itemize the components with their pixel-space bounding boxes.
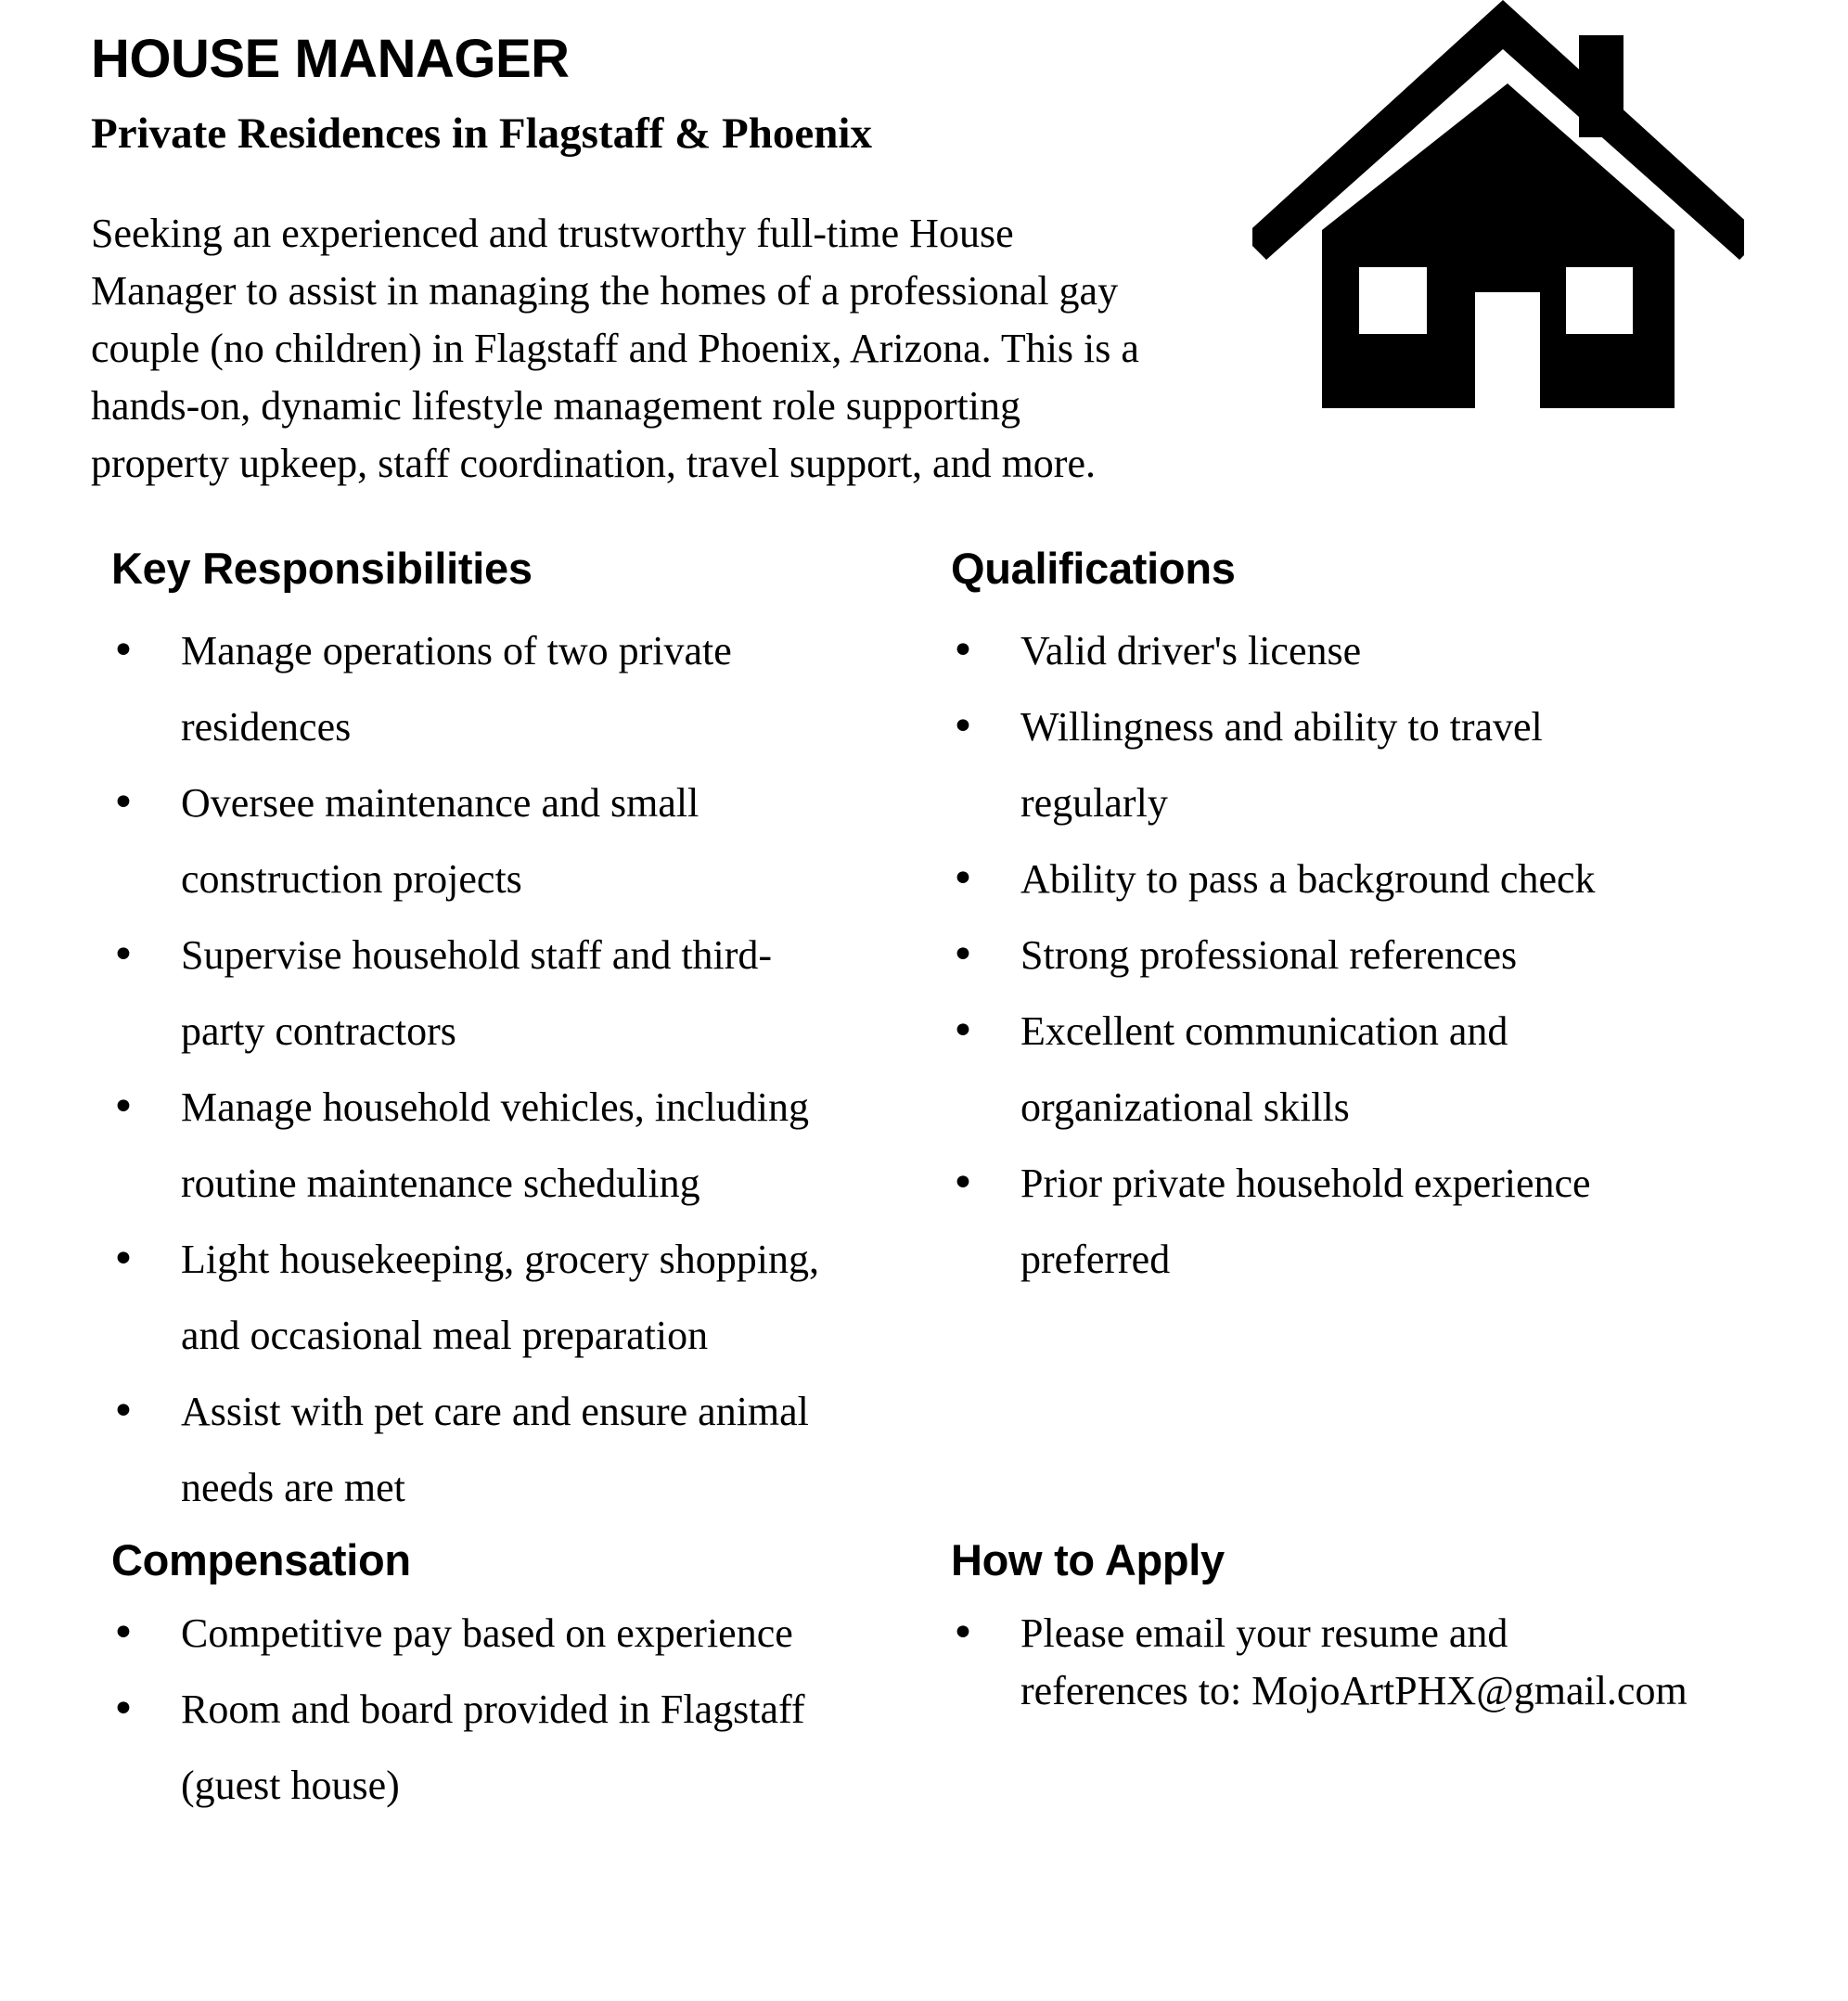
- list-item: [951, 841, 1786, 917]
- bullet-icon: •: [951, 931, 975, 979]
- list-item-text: Ability to pass a background check: [1020, 856, 1596, 902]
- list-item-text: Competitive pay based on experience: [181, 1610, 793, 1656]
- list-item: [111, 613, 909, 765]
- list-item: [951, 689, 1786, 841]
- list-item-text: Light housekeeping, grocery shopping, and occasional meal preparation: [181, 1237, 819, 1358]
- list-item: [111, 1596, 909, 1672]
- bullet-icon: •: [951, 703, 975, 750]
- bullet-icon: •: [111, 1388, 135, 1435]
- responsibilities-heading: Key Responsibilities: [111, 544, 533, 593]
- house-icon: [1252, 0, 1744, 413]
- bullet-icon: •: [111, 931, 135, 979]
- compensation-list: [111, 1596, 909, 1824]
- page-title: HOUSE MANAGER: [91, 29, 570, 89]
- bullet-icon: •: [111, 1236, 135, 1283]
- list-item: [951, 994, 1786, 1146]
- bullet-icon: •: [111, 1084, 135, 1131]
- list-item-text: Supervise household staff and third- party contractors: [181, 932, 773, 1054]
- bullet-icon: •: [111, 779, 135, 827]
- qualifications-section: [951, 541, 1786, 1298]
- list-item: [951, 613, 1786, 689]
- bullet-icon: •: [951, 1160, 975, 1207]
- compensation-section: [111, 1533, 909, 1824]
- bullet-icon: •: [111, 627, 135, 674]
- page-subtitle: Private Residences in Flagstaff & Phoenix: [91, 109, 872, 158]
- bullet-icon: •: [951, 1610, 975, 1657]
- list-item: [111, 1374, 909, 1526]
- how-to-apply-heading: How to Apply: [951, 1535, 1225, 1584]
- list-item: [111, 917, 909, 1070]
- bullet-icon: •: [951, 1007, 975, 1055]
- list-item: [111, 765, 909, 917]
- qualifications-heading: Qualifications: [951, 544, 1236, 593]
- list-item-text: Oversee maintenance and small construction projects: [181, 780, 699, 902]
- how-to-apply-list: [951, 1596, 1804, 1720]
- bullet-icon: •: [951, 855, 975, 903]
- bullet-icon: •: [951, 627, 975, 674]
- list-item-text: Excellent communication and organizational skills: [1020, 1008, 1508, 1130]
- list-item: [951, 917, 1786, 994]
- bullet-icon: •: [111, 1686, 135, 1733]
- list-item-text: Manage operations of two private residences: [181, 628, 732, 750]
- qualifications-list: [951, 613, 1786, 1298]
- list-item-text: Strong professional references: [1020, 932, 1518, 978]
- list-item-text: Willingness and ability to travel regularly: [1020, 704, 1543, 826]
- apply-instructions-text: Please email your resume and references to: MojoArtPHX@gmail.com: [1020, 1610, 1688, 1713]
- compensation-heading: Compensation: [111, 1535, 411, 1584]
- list-item-text: Prior private household experience preferred: [1020, 1161, 1591, 1282]
- list-item-text: Room and board provided in Flagstaff (guest house): [181, 1687, 805, 1808]
- bullet-icon: •: [111, 1610, 135, 1657]
- list-item-text: Manage household vehicles, including routine maintenance scheduling: [181, 1084, 809, 1206]
- list-item-text: Assist with pet care and ensure animal needs are met: [181, 1389, 809, 1510]
- list-item: [111, 1222, 909, 1374]
- list-item: [951, 1146, 1786, 1298]
- list-item-text: Valid driver's license: [1020, 628, 1362, 673]
- how-to-apply-section: [951, 1533, 1804, 1720]
- intro-paragraph: Seeking an experienced and trustworthy full-time House Manager to assist in managing the homes of a professional gay couple (no children) in Flagstaff and Phoenix, Arizona. This is a hands-on, dynamic lifestyle management role supporting property upkeep, staff coordination, travel support, and more.: [91, 211, 1139, 486]
- list-item: [111, 1672, 909, 1824]
- responsibilities-list: [111, 613, 909, 1526]
- list-item: [111, 1070, 909, 1222]
- list-item: [951, 1596, 1804, 1720]
- responsibilities-section: [111, 541, 909, 1526]
